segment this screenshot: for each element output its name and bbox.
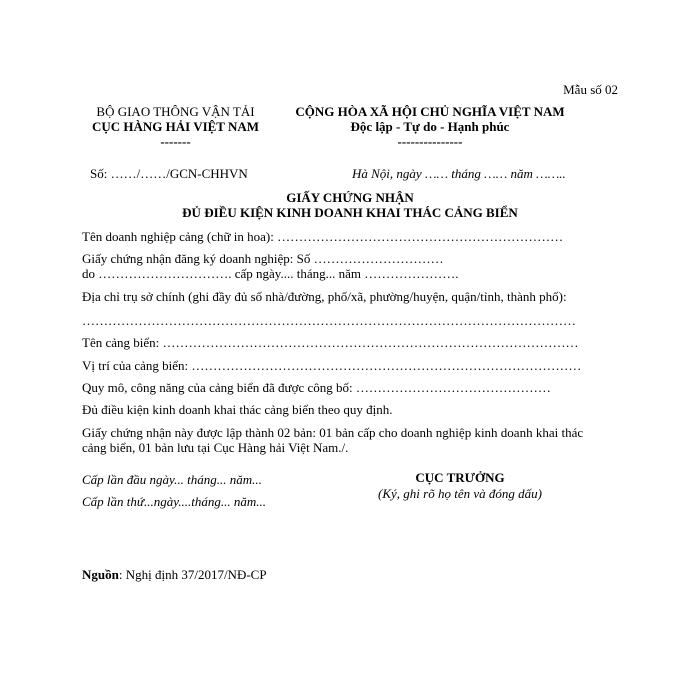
header-left-separator: ------- xyxy=(160,134,191,149)
port-location-line: Vị trí của cảng biển: ……………………………………………………………………………… xyxy=(82,358,582,373)
signature-block xyxy=(360,470,560,502)
place-date: Hà Nội, ngày …… tháng …… năm …….. xyxy=(352,166,566,181)
nth-issuance: Cấp lần thứ...ngày....tháng... năm... xyxy=(82,494,267,509)
eligibility-statement: Đủ điều kiện kinh doanh khai thác cảng biển theo quy định. xyxy=(82,402,393,417)
agency-name: CỤC HÀNG HẢI VIỆT NAM xyxy=(91,119,260,134)
copies-line-1: Giấy chứng nhận này được lập thành 02 bản: 01 bản cấp cho doanh nghiệp kinh doanh khai thác xyxy=(82,425,584,440)
address-dots: …………………………………………………………………………………………………… xyxy=(82,313,576,328)
document-title xyxy=(0,190,700,220)
registration-line-1: Giấy chứng nhận đăng ký doanh nghiệp: Số ………………………… xyxy=(82,251,444,266)
source-text: : Nghị định 37/2017/NĐ-CP xyxy=(118,567,267,582)
company-name-line: Tên doanh nghiệp cảng (chữ in hoa): ………………………………………………………… xyxy=(82,229,564,244)
copies-line-2: cảng biển, 01 bản lưu tại Cục Hàng hải Việt Nam./. xyxy=(82,440,349,455)
ministry-name: BỘ GIAO THÔNG VẬN TẢI xyxy=(96,104,255,119)
reference-number: Số: ……/……/GCN-CHHVN xyxy=(90,166,248,181)
first-issuance: Cấp lần đầu ngày... tháng... năm... xyxy=(82,472,262,487)
source-label: Nguồn xyxy=(82,567,119,582)
title-line-1: GIẤY CHỨNG NHẬN xyxy=(286,190,414,205)
country-name: CỘNG HÒA XÃ HỘI CHỦ NGHĨA VIỆT NAM xyxy=(295,104,565,119)
national-motto: Độc lập - Tự do - Hạnh phúc xyxy=(350,119,510,134)
registration-line-2: do …………………………. cấp ngày.... tháng... năm …………………. xyxy=(82,266,459,281)
title-line-2: ĐỦ ĐIỀU KIỆN KINH DOANH KHAI THÁC CẢNG BIỂN xyxy=(182,205,518,220)
signature-note: (Ký, ghi rõ họ tên và đóng dấu) xyxy=(378,486,542,501)
header-right xyxy=(280,104,580,149)
signer-title: CỤC TRƯỞNG xyxy=(415,470,505,485)
port-scale-line: Quy mô, công năng của cảng biển đã được công bố: ……………………………………… xyxy=(82,380,551,395)
port-name-line: Tên cảng biển: …………………………………………………………………………………… xyxy=(82,335,579,350)
header-right-separator: --------------- xyxy=(397,134,463,149)
header-left xyxy=(83,104,268,149)
form-number: Mẫu số 02 xyxy=(563,82,618,97)
address-label: Địa chỉ trụ sở chính (ghi đầy đủ số nhà/đường, phố/xã, phường/huyện, quận/tỉnh, thành phố): xyxy=(82,289,567,304)
source-line xyxy=(82,567,267,583)
